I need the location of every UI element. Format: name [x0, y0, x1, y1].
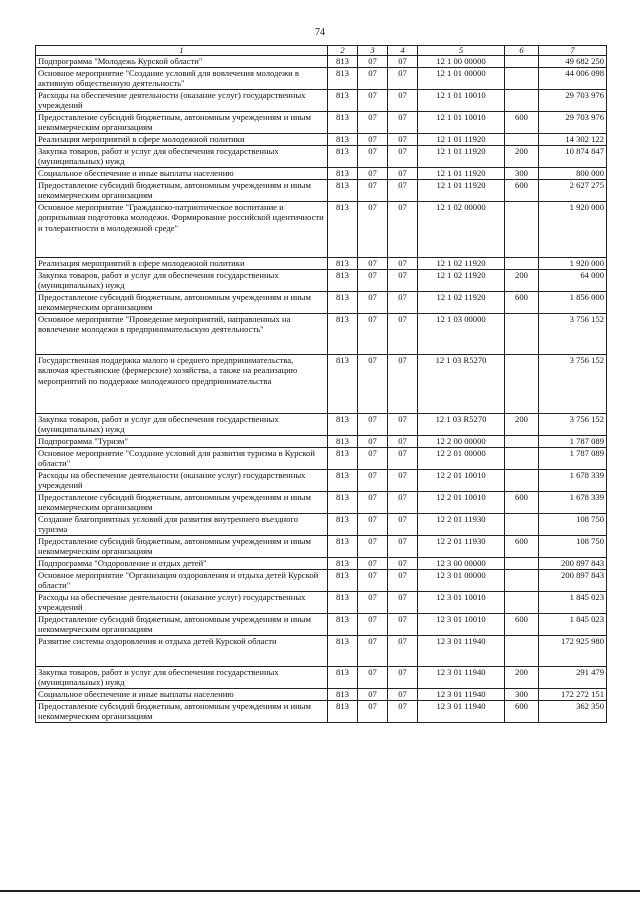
row-name: Социальное обеспечение и иные выплаты населению: [36, 689, 328, 701]
row-target-article: 12 2 01 11930: [418, 536, 505, 558]
row-expense-type: 200: [505, 270, 539, 292]
row-ministry-code: 813: [328, 180, 358, 202]
row-ministry-code: 813: [328, 570, 358, 592]
budget-table: [35, 45, 607, 723]
row-name: Предоставление субсидий бюджетным, автономным учреждениям и иным некоммерческим организациям: [36, 536, 328, 558]
header-col-5: 5: [418, 46, 505, 56]
row-name: Развитие системы оздоровления и отдыха детей Курской области: [36, 636, 328, 667]
row-name: Предоставление субсидий бюджетным, автономным учреждениям и иным некоммерческим организациям: [36, 180, 328, 202]
table-row: [36, 436, 607, 448]
row-name: Предоставление субсидий бюджетным, автономным учреждениям и иным некоммерческим организациям: [36, 701, 328, 723]
row-subsection: 07: [388, 68, 418, 90]
row-ministry-code: 813: [328, 514, 358, 536]
row-section: 07: [358, 168, 388, 180]
table-row: [36, 56, 607, 68]
row-ministry-code: 813: [328, 448, 358, 470]
row-subsection: 07: [388, 614, 418, 636]
row-amount: 291 479: [539, 667, 607, 689]
table-row: [36, 689, 607, 701]
row-subsection: 07: [388, 314, 418, 355]
row-target-article: 12 1 01 00000: [418, 68, 505, 90]
row-expense-type: 200: [505, 414, 539, 436]
row-ministry-code: 813: [328, 614, 358, 636]
row-expense-type: [505, 202, 539, 258]
row-ministry-code: 813: [328, 68, 358, 90]
row-target-article: 12 1 03 R5270: [418, 414, 505, 436]
row-subsection: 07: [388, 355, 418, 414]
header-col-7: 7: [539, 46, 607, 56]
row-section: 07: [358, 436, 388, 448]
row-name: Расходы на обеспечение деятельности (оказание услуг) государственных учреждений: [36, 592, 328, 614]
row-expense-type: 300: [505, 168, 539, 180]
row-section: 07: [358, 180, 388, 202]
row-amount: 3 756 152: [539, 355, 607, 414]
row-section: 07: [358, 258, 388, 270]
table-row: [36, 558, 607, 570]
row-subsection: 07: [388, 689, 418, 701]
row-target-article: 12 1 01 11920: [418, 180, 505, 202]
row-ministry-code: 813: [328, 202, 358, 258]
row-section: 07: [358, 314, 388, 355]
table-row: [36, 470, 607, 492]
table-row: [36, 614, 607, 636]
row-amount: 1 845 023: [539, 614, 607, 636]
row-subsection: 07: [388, 514, 418, 536]
row-amount: 3 756 152: [539, 414, 607, 436]
row-name: Государственная поддержка малого и среднего предпринимательства, включая крестьянские (фермерские) хозяйства, а также на реализацию мероприятий по поддержке молодежного предпринимательства: [36, 355, 328, 414]
row-expense-type: [505, 570, 539, 592]
table-row: [36, 68, 607, 90]
row-name: Подпрограмма "Оздоровление и отдых детей": [36, 558, 328, 570]
row-expense-type: 600: [505, 492, 539, 514]
table-row: [36, 112, 607, 134]
row-subsection: 07: [388, 667, 418, 689]
row-section: 07: [358, 470, 388, 492]
row-ministry-code: 813: [328, 270, 358, 292]
table-row: [36, 168, 607, 180]
row-expense-type: [505, 558, 539, 570]
row-section: 07: [358, 701, 388, 723]
row-subsection: 07: [388, 414, 418, 436]
row-amount: 2 627 275: [539, 180, 607, 202]
row-amount: 200 897 843: [539, 558, 607, 570]
row-amount: 1 787 089: [539, 448, 607, 470]
row-expense-type: [505, 314, 539, 355]
header-col-1: 1: [36, 46, 328, 56]
row-expense-type: [505, 514, 539, 536]
row-expense-type: [505, 56, 539, 68]
row-ministry-code: 813: [328, 667, 358, 689]
row-subsection: 07: [388, 448, 418, 470]
row-expense-type: [505, 355, 539, 414]
row-expense-type: [505, 636, 539, 667]
row-amount: 200 897 843: [539, 570, 607, 592]
table-row: [36, 414, 607, 436]
table-row: [36, 270, 607, 292]
row-ministry-code: 813: [328, 258, 358, 270]
row-expense-type: 200: [505, 146, 539, 168]
row-target-article: 12 3 01 11940: [418, 667, 505, 689]
row-expense-type: 600: [505, 180, 539, 202]
row-name: Основное мероприятие "Проведение мероприятий, направленных на вовлечение молодежи в предпринимательскую деятельность": [36, 314, 328, 355]
row-section: 07: [358, 514, 388, 536]
row-name: Предоставление субсидий бюджетным, автономным учреждениям и иным некоммерческим организациям: [36, 492, 328, 514]
table-row: [36, 292, 607, 314]
row-expense-type: 600: [505, 614, 539, 636]
table-row: [36, 701, 607, 723]
row-section: 07: [358, 134, 388, 146]
row-subsection: 07: [388, 436, 418, 448]
row-name: Создание благоприятных условий для развития внутреннего въездного туризма: [36, 514, 328, 536]
row-target-article: 12 1 02 00000: [418, 202, 505, 258]
row-ministry-code: 813: [328, 168, 358, 180]
row-ministry-code: 813: [328, 492, 358, 514]
row-section: 07: [358, 492, 388, 514]
row-section: 07: [358, 636, 388, 667]
header-col-2: 2: [328, 46, 358, 56]
row-amount: 1 856 000: [539, 292, 607, 314]
header-col-6: 6: [505, 46, 539, 56]
header-col-3: 3: [358, 46, 388, 56]
row-target-article: 12 3 01 10010: [418, 592, 505, 614]
row-subsection: 07: [388, 168, 418, 180]
table-row: [36, 134, 607, 146]
table-row: [36, 448, 607, 470]
row-subsection: 07: [388, 558, 418, 570]
table-row: [36, 202, 607, 258]
row-subsection: 07: [388, 570, 418, 592]
row-subsection: 07: [388, 592, 418, 614]
row-amount: 49 682 250: [539, 56, 607, 68]
row-amount: 29 703 976: [539, 112, 607, 134]
row-expense-type: 600: [505, 701, 539, 723]
row-subsection: 07: [388, 492, 418, 514]
row-amount: 1 678 339: [539, 470, 607, 492]
header-row: [36, 46, 607, 56]
row-section: 07: [358, 614, 388, 636]
row-subsection: 07: [388, 90, 418, 112]
table-row: [36, 355, 607, 414]
row-name: Реализация мероприятий в сфере молодежной политики: [36, 134, 328, 146]
row-ministry-code: 813: [328, 292, 358, 314]
row-expense-type: [505, 134, 539, 146]
row-section: 07: [358, 570, 388, 592]
table-row: [36, 592, 607, 614]
row-ministry-code: 813: [328, 414, 358, 436]
row-subsection: 07: [388, 636, 418, 667]
table-row: [36, 146, 607, 168]
row-amount: 29 703 976: [539, 90, 607, 112]
row-target-article: 12 1 00 00000: [418, 56, 505, 68]
row-target-article: 12 3 01 11940: [418, 636, 505, 667]
row-section: 07: [358, 558, 388, 570]
row-expense-type: [505, 436, 539, 448]
row-amount: 1 920 000: [539, 202, 607, 258]
row-subsection: 07: [388, 536, 418, 558]
row-target-article: 12 2 01 10010: [418, 492, 505, 514]
row-amount: 1 920 000: [539, 258, 607, 270]
row-expense-type: [505, 470, 539, 492]
row-amount: 172 272 151: [539, 689, 607, 701]
row-expense-type: 600: [505, 292, 539, 314]
row-subsection: 07: [388, 56, 418, 68]
row-section: 07: [358, 448, 388, 470]
row-section: 07: [358, 56, 388, 68]
row-name: Основное мероприятие "Гражданско-патриотическое воспитание и допризывная подготовка молодежи. Формирование российской идентичности и толерантности в молодежной среде": [36, 202, 328, 258]
table-row: [36, 667, 607, 689]
row-amount: 10 874 847: [539, 146, 607, 168]
row-subsection: 07: [388, 112, 418, 134]
row-ministry-code: 813: [328, 636, 358, 667]
table-row: [36, 90, 607, 112]
table-row: [36, 258, 607, 270]
row-name: Предоставление субсидий бюджетным, автономным учреждениям и иным некоммерческим организациям: [36, 292, 328, 314]
row-section: 07: [358, 146, 388, 168]
table-row: [36, 180, 607, 202]
row-target-article: 12 2 01 11930: [418, 514, 505, 536]
row-ministry-code: 813: [328, 134, 358, 146]
row-amount: 14 302 122: [539, 134, 607, 146]
row-section: 07: [358, 202, 388, 258]
row-amount: 1 678 339: [539, 492, 607, 514]
row-ministry-code: 813: [328, 56, 358, 68]
row-amount: 1 787 089: [539, 436, 607, 448]
row-amount: 172 925 980: [539, 636, 607, 667]
page-number: 74: [315, 27, 325, 38]
row-amount: 362 350: [539, 701, 607, 723]
row-target-article: 12 1 03 R5270: [418, 355, 505, 414]
table-row: [36, 636, 607, 667]
table-row: [36, 570, 607, 592]
row-subsection: 07: [388, 701, 418, 723]
row-subsection: 07: [388, 258, 418, 270]
row-expense-type: [505, 90, 539, 112]
row-amount: 800 000: [539, 168, 607, 180]
row-expense-type: [505, 258, 539, 270]
row-ministry-code: 813: [328, 701, 358, 723]
table-row: [36, 536, 607, 558]
row-name: Основное мероприятие "Организация оздоровления и отдыха детей Курской области": [36, 570, 328, 592]
row-ministry-code: 813: [328, 470, 358, 492]
row-subsection: 07: [388, 270, 418, 292]
row-section: 07: [358, 270, 388, 292]
row-amount: 1 845 023: [539, 592, 607, 614]
row-name: Закупка товаров, работ и услуг для обеспечения государственных (муниципальных) нужд: [36, 667, 328, 689]
row-ministry-code: 813: [328, 355, 358, 414]
row-subsection: 07: [388, 134, 418, 146]
row-name: Реализация мероприятий в сфере молодежной политики: [36, 258, 328, 270]
row-name: Закупка товаров, работ и услуг для обеспечения государственных (муниципальных) нужд: [36, 146, 328, 168]
row-expense-type: 600: [505, 536, 539, 558]
row-name: Расходы на обеспечение деятельности (оказание услуг) государственных учреждений: [36, 90, 328, 112]
row-subsection: 07: [388, 202, 418, 258]
row-name: Предоставление субсидий бюджетным, автономным учреждениям и иным некоммерческим организациям: [36, 112, 328, 134]
row-amount: 108 750: [539, 514, 607, 536]
row-expense-type: 200: [505, 667, 539, 689]
row-ministry-code: 813: [328, 592, 358, 614]
row-section: 07: [358, 667, 388, 689]
row-target-article: 12 1 02 11920: [418, 292, 505, 314]
row-expense-type: [505, 592, 539, 614]
row-ministry-code: 813: [328, 536, 358, 558]
row-target-article: 12 3 01 10010: [418, 614, 505, 636]
row-expense-type: [505, 448, 539, 470]
table-row: [36, 492, 607, 514]
row-name: Социальное обеспечение и иные выплаты населению: [36, 168, 328, 180]
header-col-4: 4: [388, 46, 418, 56]
row-target-article: 12 2 01 10010: [418, 470, 505, 492]
row-section: 07: [358, 112, 388, 134]
row-subsection: 07: [388, 470, 418, 492]
row-ministry-code: 813: [328, 314, 358, 355]
row-section: 07: [358, 68, 388, 90]
row-target-article: 12 1 02 11920: [418, 270, 505, 292]
row-name: Предоставление субсидий бюджетным, автономным учреждениям и иным некоммерческим организациям: [36, 614, 328, 636]
row-ministry-code: 813: [328, 90, 358, 112]
row-amount: 44 006 098: [539, 68, 607, 90]
row-name: Подпрограмма "Туризм": [36, 436, 328, 448]
row-amount: 3 756 152: [539, 314, 607, 355]
row-target-article: 12 2 01 00000: [418, 448, 505, 470]
row-target-article: 12 3 00 00000: [418, 558, 505, 570]
row-ministry-code: 813: [328, 558, 358, 570]
row-section: 07: [358, 292, 388, 314]
row-section: 07: [358, 689, 388, 701]
row-section: 07: [358, 90, 388, 112]
row-target-article: 12 3 01 00000: [418, 570, 505, 592]
row-subsection: 07: [388, 292, 418, 314]
row-target-article: 12 1 01 11920: [418, 146, 505, 168]
row-section: 07: [358, 414, 388, 436]
row-target-article: 12 1 02 11920: [418, 258, 505, 270]
row-section: 07: [358, 536, 388, 558]
row-name: Закупка товаров, работ и услуг для обеспечения государственных (муниципальных) нужд: [36, 270, 328, 292]
row-subsection: 07: [388, 180, 418, 202]
bottom-rule: [0, 890, 640, 892]
row-subsection: 07: [388, 146, 418, 168]
row-target-article: 12 2 00 00000: [418, 436, 505, 448]
row-target-article: 12 1 03 00000: [418, 314, 505, 355]
table-row: [36, 514, 607, 536]
row-target-article: 12 1 01 10010: [418, 112, 505, 134]
row-name: Расходы на обеспечение деятельности (оказание услуг) государственных учреждений: [36, 470, 328, 492]
row-expense-type: 300: [505, 689, 539, 701]
row-ministry-code: 813: [328, 436, 358, 448]
table-row: [36, 314, 607, 355]
row-expense-type: [505, 68, 539, 90]
row-name: Основное мероприятие "Создание условий для развития туризма в Курской области": [36, 448, 328, 470]
row-section: 07: [358, 592, 388, 614]
row-target-article: 12 1 01 11920: [418, 168, 505, 180]
row-name: Основное мероприятие "Создание условий для вовлечения молодежи в активную общественную деятельность": [36, 68, 328, 90]
row-name: Закупка товаров, работ и услуг для обеспечения государственных (муниципальных) нужд: [36, 414, 328, 436]
row-ministry-code: 813: [328, 146, 358, 168]
row-section: 07: [358, 355, 388, 414]
row-name: Подпрограмма "Молодежь Курской области": [36, 56, 328, 68]
row-expense-type: 600: [505, 112, 539, 134]
row-ministry-code: 813: [328, 689, 358, 701]
row-target-article: 12 1 01 11920: [418, 134, 505, 146]
row-target-article: 12 3 01 11940: [418, 689, 505, 701]
row-target-article: 12 1 01 10010: [418, 90, 505, 112]
row-amount: 108 750: [539, 536, 607, 558]
row-ministry-code: 813: [328, 112, 358, 134]
row-target-article: 12 3 01 11940: [418, 701, 505, 723]
row-amount: 64 000: [539, 270, 607, 292]
